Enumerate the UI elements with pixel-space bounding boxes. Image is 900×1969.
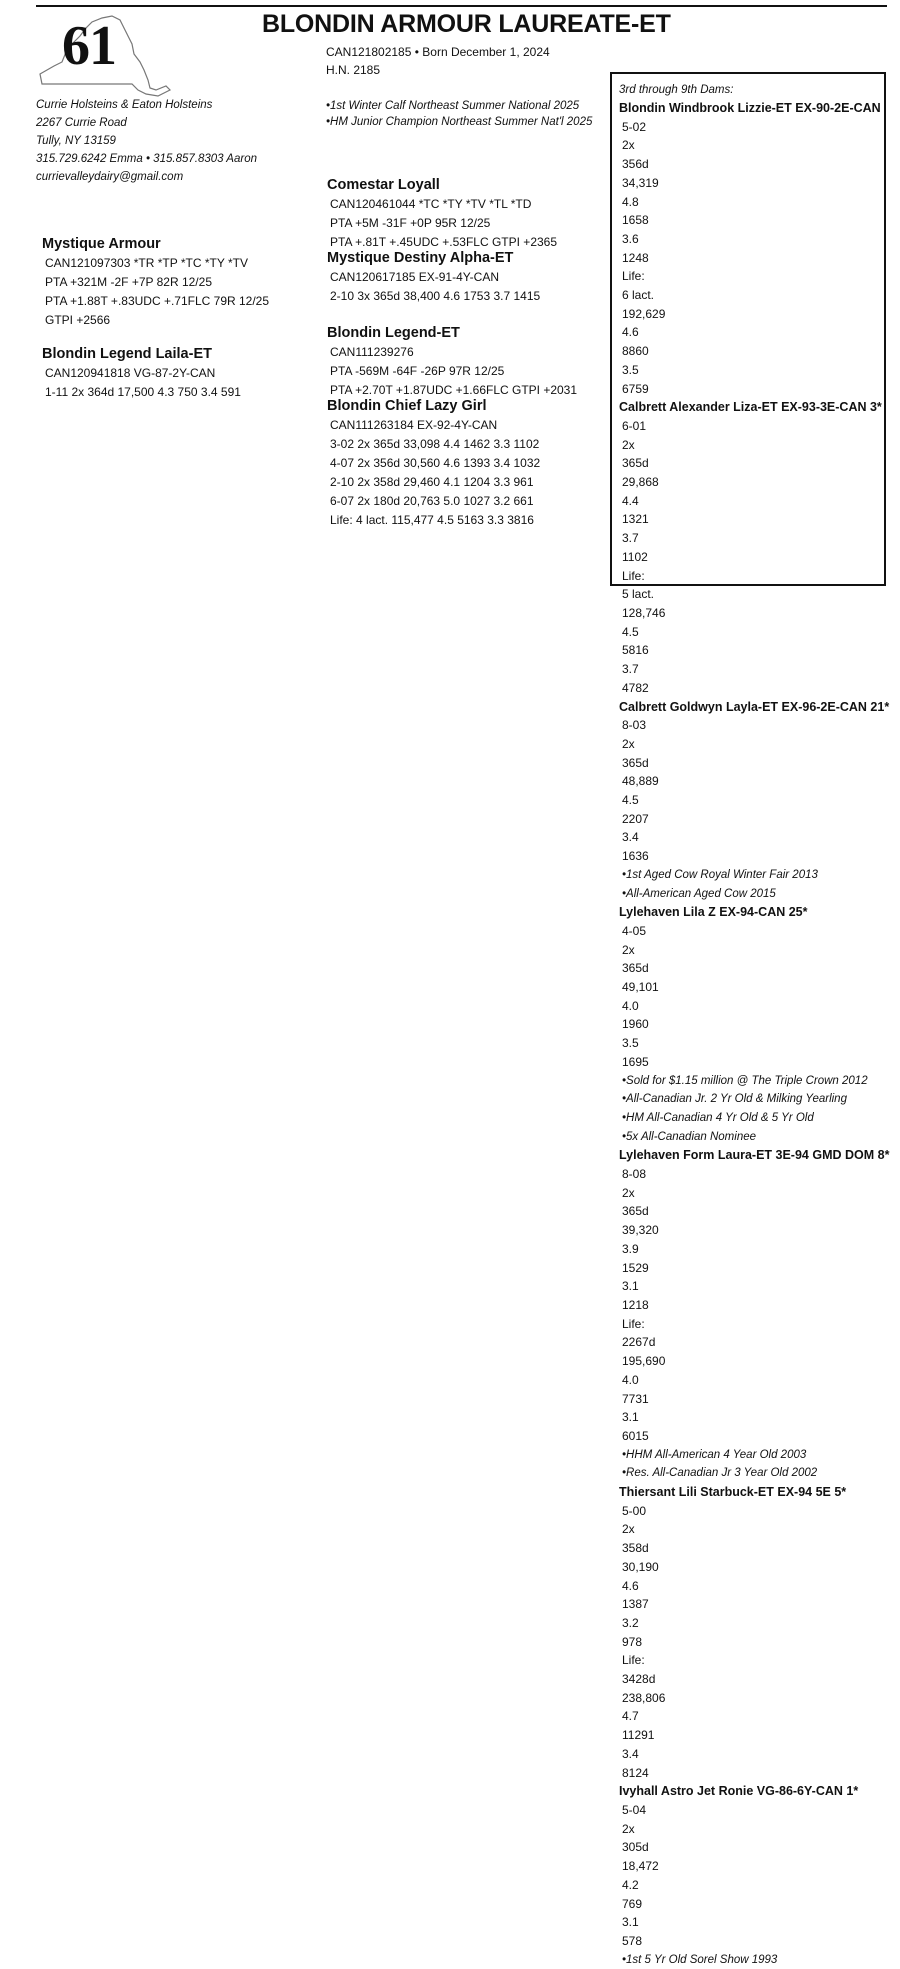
dams-list [619,99,890,1969]
ancestor-dam-note: •HM All-Canadian 4 Yr Old & 5 Yr Old [622,1111,814,1124]
ancestor-dam-life [619,267,884,398]
record-cell: 365d [622,1204,649,1219]
top-rule [36,5,887,7]
sire-line: PTA +1.88T +.83UDC +.71FLC 79R 12/25 [45,294,270,308]
registration-block [326,43,550,79]
record-cell: 1658 [622,213,649,228]
life-cell: 7731 [622,1391,649,1406]
life-cell: 4.7 [622,1709,639,1724]
life-cell: 6759 [622,381,649,396]
record-cell: 8-03 [622,718,647,733]
life-cell: 192,629 [622,306,666,321]
sire-sire-line: PTA +5M -31F +0P 95R 12/25 [330,216,491,230]
record-cell: 8-08 [622,1167,647,1182]
ancestor-dam-name: Lylehaven Form Laura-ET 3E-94 GMD DOM 8* [619,1148,890,1163]
award-item: •HM Junior Champion Northeast Summer Nat'l 2025 [326,116,593,128]
ancestor-dam-note: •All-American Aged Cow 2015 [622,887,776,900]
record-cell: 769 [622,1896,643,1911]
sire-sire-block [327,176,557,252]
record-cell: 3.2 [622,1615,639,1630]
ancestor-dam-note: •1st Aged Cow Royal Winter Fair 2013 [622,868,818,881]
ancestor-dam-life [619,1315,884,1446]
record-cell: 1529 [622,1260,649,1275]
sire-sire-line: CAN120461044 *TC *TY *TV *TL *TD [330,197,532,211]
record-cell: 4.4 [622,493,639,508]
record-cell: 2x [622,736,635,751]
life-cell: Life: [622,1653,645,1668]
record-cell: 2x [622,1821,635,1836]
life-cell: 6015 [622,1428,649,1443]
life-cell: 2267d [622,1335,656,1350]
sire-sire-line: PTA +.81T +.45UDC +.53FLC GTPI +2365 [330,235,558,249]
ancestor-dam-note: •1st 5 Yr Old Sorel Show 1993 [622,1953,778,1966]
record-cell: 48,889 [622,774,659,789]
life-cell: 11291 [622,1728,655,1743]
ancestor-dam-name: Lylehaven Lila Z EX-94-CAN 25* [619,905,808,920]
record-cell: 39,320 [622,1223,659,1238]
record-cell: 2x [622,1522,635,1537]
dam-dam-block [327,397,540,530]
life-cell: 4.6 [622,325,639,340]
ancestor-dam-record [619,922,884,1072]
sire-dam-name: Mystique Destiny Alpha-ET [327,250,514,266]
life-cell: 8124 [622,1765,649,1780]
record-cell: 3.1 [622,1915,639,1930]
record-cell: 5-04 [622,1802,647,1817]
record-cell: 4.0 [622,998,639,1013]
record-cell: 2x [622,1185,635,1200]
ancestor-dam-note: •All-Canadian Jr. 2 Yr Old & Milking Yearling [622,1093,847,1106]
sire-dam-line: 2-10 3x 365d 38,400 4.6 1753 3.7 1415 [330,289,541,303]
ancestor-dam-record [619,1801,884,1951]
dam-line: CAN120941818 VG-87-2Y-CAN [45,366,216,380]
life-cell: 128,746 [622,605,666,620]
sire-line: PTA +321M -2F +7P 82R 12/25 [45,275,212,289]
life-cell: 4782 [622,680,649,695]
life-cell: 3.7 [622,662,639,677]
life-cell: 5816 [622,643,649,658]
ancestor-dam-life [619,1651,884,1782]
ancestor-dam-note: •Sold for $1.15 million @ The Triple Crown 2012 [622,1074,868,1087]
ancestor-dam-life [619,567,884,698]
record-cell: 358d [622,1541,649,1556]
record-cell: 3.6 [622,231,639,246]
record-cell: 4-05 [622,923,647,938]
dam-sire-name: Blondin Legend-ET [327,325,460,341]
record-cell: 18,472 [622,1859,659,1874]
record-cell: 3.5 [622,1036,639,1051]
record-cell: 4.8 [622,194,639,209]
record-cell: 365d [622,755,649,770]
ancestor-dam-record [619,118,884,268]
life-cell: 3.1 [622,1410,639,1425]
life-cell: 6 lact. [622,288,655,303]
consignor-name: Currie Holsteins & Eaton Holsteins [36,99,213,111]
ancestor-dam-name: Blondin Windbrook Lizzie-ET EX-90-2E-CAN [619,101,881,115]
dams-box-heading: 3rd through 9th Dams: [619,84,734,96]
life-cell: 238,806 [622,1690,666,1705]
dam-sire-line: PTA +2.70T +1.87UDC +1.66FLC GTPI +2031 [330,383,578,397]
dam-name: Blondin Legend Laila-ET [42,346,212,362]
record-cell: 29,868 [622,475,659,490]
ancestor-dam-name: Ivyhall Astro Jet Ronie VG-86-6Y-CAN 1* [619,1784,859,1799]
record-cell: 4.5 [622,793,639,808]
consignor-city: Tully, NY 13159 [36,135,116,147]
record-cell: 30,190 [622,1559,659,1574]
sire-dam-line: CAN120617185 EX-91-4Y-CAN [330,270,499,284]
dam-dam-line: CAN111263184 EX-92-4Y-CAN [330,418,498,432]
ancestor-dam-record [619,417,884,567]
record-cell: 5-00 [622,1503,647,1518]
record-cell: 49,101 [622,980,659,995]
ancestor-dam-note: •HHM All-American 4 Year Old 2003 [622,1448,807,1461]
ancestor-dam-name: Calbrett Goldwyn Layla-ET EX-96-2E-CAN 21* [619,699,890,714]
record-cell: 34,319 [622,175,659,190]
record-cell: 2x [622,138,635,153]
dam-sire-block [327,324,577,400]
consignor-phone: 315.729.6242 Emma • 315.857.8303 Aaron [36,153,257,165]
life-cell: Life: [622,1316,645,1331]
record-cell: 5-02 [622,119,647,134]
dam-dam-record: 2-10 2x 358d 29,460 4.1 1204 3.3 961 [330,475,534,489]
lot-number: 61 [62,15,116,77]
record-cell: 365d [622,456,649,471]
extended-dams-box [610,72,890,1966]
ancestor-dam-note: •5x All-Canadian Nominee [622,1130,757,1143]
ancestor-dam-record [619,1502,884,1652]
record-cell: 305d [622,1840,649,1855]
sire-dam-block [327,249,540,306]
ancestor-dam-record [619,1165,884,1315]
record-cell: 4.6 [622,1578,639,1593]
record-cell: 6-01 [622,418,647,433]
sire-name: Mystique Armour [42,236,161,252]
record-cell: 978 [622,1634,643,1649]
record-cell: 3.9 [622,1241,639,1256]
dam-dam-record: 4-07 2x 356d 30,560 4.6 1393 3.4 1032 [330,456,541,470]
consignor-block [36,96,257,186]
consignor-street: 2267 Currie Road [36,117,127,129]
ancestor-dam-name: Thiersant Lili Starbuck-ET EX-94 5E 5* [619,1485,847,1500]
award-item: •1st Winter Calf Northeast Summer National 2025 [326,100,580,112]
dam-dam-life: Life: 4 lact. 115,477 4.5 5163 3.3 3816 [330,513,534,527]
record-cell: 1960 [622,1017,649,1032]
ancestor-dam-name: Calbrett Alexander Liza-ET EX-93-3E-CAN 3* [619,400,882,415]
dam-line: 1-11 2x 364d 17,500 4.3 750 3.4 591 [45,385,241,399]
life-cell: Life: [622,269,645,284]
awards-list [326,98,592,130]
dam-dam-name: Blondin Chief Lazy Girl [327,398,487,414]
record-cell: 1248 [622,250,649,265]
record-cell: 2x [622,437,635,452]
registration-line: CAN121802185 • Born December 1, 2024 [326,45,550,59]
record-cell: 1102 [622,549,648,564]
dam-block [42,345,241,402]
record-cell: 1321 [622,512,649,527]
sire-line: GTPI +2566 [45,313,111,327]
dam-dam-record: 3-02 2x 365d 33,098 4.4 1462 3.3 1102 [330,437,540,451]
life-cell: Life: [622,568,645,583]
record-cell: 3.1 [622,1279,639,1294]
life-cell: 5 lact. [622,587,655,602]
life-cell: 3.4 [622,1746,639,1761]
record-cell: 2x [622,942,635,957]
herd-number: H.N. 2185 [326,63,381,77]
record-cell: 1695 [622,1054,649,1069]
life-cell: 195,690 [622,1354,666,1369]
record-cell: 3.7 [622,531,639,546]
dam-sire-line: CAN111239276 [330,345,414,359]
record-cell: 578 [622,1933,643,1948]
sire-block [42,235,269,330]
life-cell: 8860 [622,344,649,359]
life-cell: 4.0 [622,1372,639,1387]
dam-sire-line: PTA -569M -64F -26P 97R 12/25 [330,364,505,378]
life-cell: 3428d [622,1672,656,1687]
ancestor-dam-record [619,716,884,866]
animal-title: BLONDIN ARMOUR LAUREATE-ET [262,10,671,38]
record-cell: 3.4 [622,830,639,845]
record-cell: 1387 [622,1597,649,1612]
life-cell: 4.5 [622,624,639,639]
record-cell: 365d [622,961,649,976]
record-cell: 4.2 [622,1877,639,1892]
record-cell: 2207 [622,811,649,826]
ancestor-dam-note: •Res. All-Canadian Jr 3 Year Old 2002 [622,1467,818,1480]
record-cell: 1218 [622,1298,649,1312]
sire-line: CAN121097303 *TR *TP *TC *TY *TV [45,256,248,270]
dam-dam-record: 6-07 2x 180d 20,763 5.0 1027 3.2 661 [330,494,534,508]
record-cell: 356d [622,157,649,172]
consignor-email: currievalleydairy@gmail.com [36,171,184,183]
sire-sire-name: Comestar Loyall [327,177,440,193]
life-cell: 3.5 [622,362,639,377]
record-cell: 1636 [622,849,649,864]
